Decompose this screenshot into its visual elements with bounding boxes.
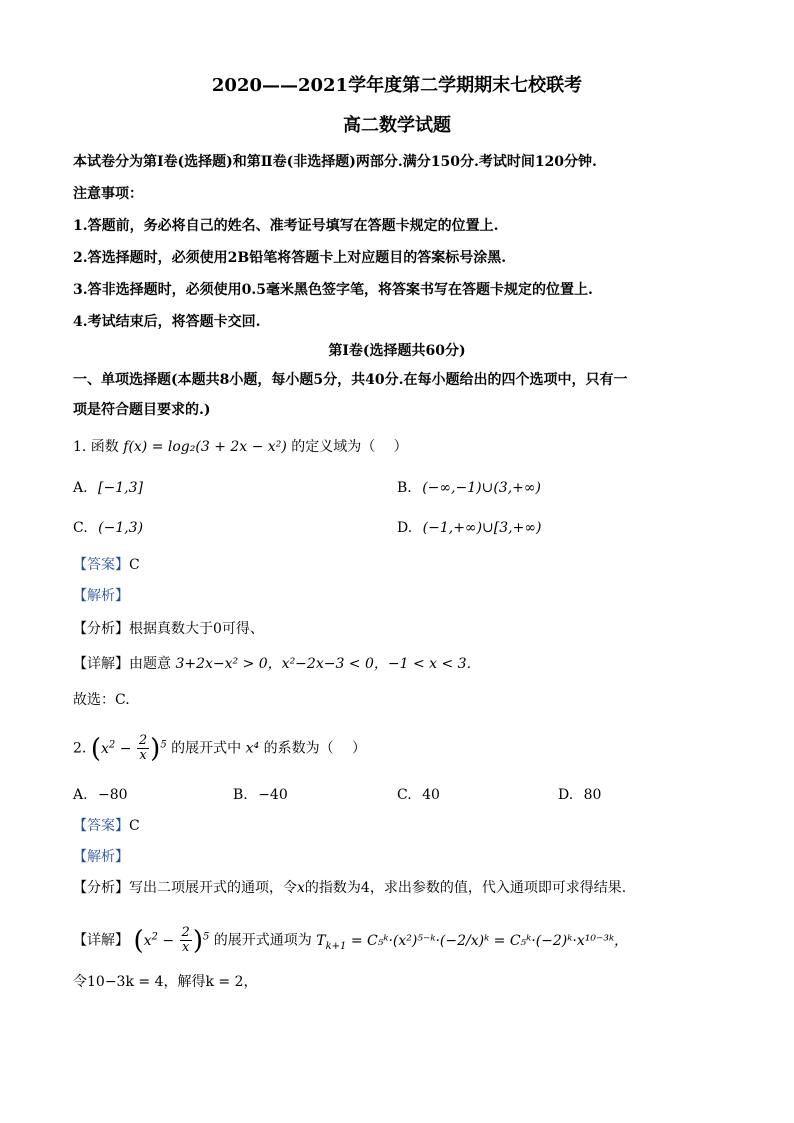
q1-option-b-label: B.: [397, 480, 412, 496]
q1-detail: [73, 654, 471, 674]
q1-answer-tag: 【答案】: [73, 557, 129, 573]
q2-frac-den: x: [139, 748, 147, 763]
section-title: 第Ⅰ卷(选择题共60分): [328, 343, 466, 359]
q1-detail-math: 3+2x−x² > 0，x²−2x−3 < 0，−1 < x < 3.: [175, 656, 472, 672]
q1-fenxi: [73, 619, 264, 639]
q1-fenxi-tag: 【分析】: [73, 621, 129, 637]
q2-detail: [73, 926, 628, 956]
q2-detail-frac-den: x: [182, 940, 190, 955]
q2-option-b-value: −40: [258, 787, 288, 803]
q1-prefix: 1. 函数: [73, 439, 119, 455]
q1-suffix: 的定义域为（ ）: [291, 439, 408, 455]
q2-detail-frac-num: 2: [181, 925, 190, 940]
section-heading-line2: 项是符合题目要求的.): [73, 402, 211, 418]
q1-analysis-tag: 【解析】: [73, 588, 129, 604]
q1-answer-value: C: [129, 557, 140, 573]
q2-option-a: [73, 785, 128, 805]
q2-formula-t: T: [316, 932, 326, 949]
section-heading-line1: 一、单项选择题(本题共8小题，每小题5分，共40分.在每小题给出的四个选项中，只有一: [73, 372, 628, 388]
q1-option-d-label: D.: [397, 520, 413, 536]
q2-fenxi-var: x: [297, 880, 305, 896]
q2-fenxi-b: 的指数为4，求出参数的值，代入通项即可求得结果.: [304, 880, 627, 896]
q1-option-c: [73, 518, 143, 538]
q2-expr-base: x: [100, 740, 109, 757]
q2-option-d: [558, 785, 601, 805]
q2-answer-value: C: [129, 818, 140, 834]
q1-function: f(x) = log₂(3 + 2x − x²): [123, 439, 287, 455]
q1-option-a-value: [−1,3]: [98, 480, 143, 496]
q1-option-c-label: C.: [73, 520, 88, 536]
q2-option-a-label: A.: [73, 787, 88, 803]
q1-conclusion: 故选：C.: [73, 692, 130, 708]
q2-option-c-value: 40: [422, 787, 440, 803]
q2-option-c: [397, 785, 440, 805]
document-subtitle: 高二数学试题: [343, 115, 451, 136]
q2-detail-fraction: [180, 926, 192, 955]
q2-detail-tag: 【详解】: [73, 932, 129, 949]
q1-fenxi-text: 根据真数大于0可得、: [129, 621, 264, 637]
note-2: 2.答选择题时，必须使用2B铅笔将答题卡上对应题目的答案标号涂黑.: [73, 250, 507, 266]
q2-fenxi: [73, 878, 626, 898]
q2-option-c-label: C.: [397, 787, 412, 803]
q2-detail-power: 5: [202, 930, 210, 942]
q2-fraction: [137, 734, 149, 763]
q2-formula-rest: = C₅ᵏ·(x²)⁵⁻ᵏ·(−2/x)ᵏ = C₅ᵏ·(−2)ᵏ·x¹⁰⁻³ᵏ，: [346, 932, 629, 949]
q2-option-d-label: D.: [558, 787, 574, 803]
q2-fenxi-a: 写出二项展开式的通项，令: [129, 880, 297, 896]
question-2: [73, 734, 366, 763]
question-1: [73, 437, 408, 457]
note-1: 1.答题前，务必将自己的姓名、准考证号填写在答题卡规定的位置上.: [73, 218, 499, 234]
q1-detail-tag: 【详解】: [73, 656, 129, 672]
q2-detail-mid: 的展开式通项为: [213, 932, 312, 949]
q2-option-b: [233, 785, 288, 805]
q1-option-c-value: (−1,3): [98, 520, 144, 536]
q1-option-d-value: (−1,+∞)∪[3,+∞): [422, 520, 542, 536]
q1-option-b: [397, 478, 541, 498]
q2-frac-num: 2: [138, 733, 148, 748]
document-title: 2020——2021学年度第二学期期末七校联考: [211, 75, 583, 96]
q2-formula-sub: k+1: [325, 940, 347, 952]
q1-option-a-label: A.: [73, 480, 88, 496]
q2-answer-tag: 【答案】: [73, 818, 129, 834]
q2-power: 5: [160, 738, 167, 750]
q2-answer: [73, 816, 140, 836]
note-3: 3.答非选择题时，必须使用0.5毫米黑色签字笔，将答案书写在答题卡规定的位置上.: [73, 282, 593, 298]
q2-detail-expr-base: x: [143, 932, 152, 949]
q1-option-d: [397, 518, 541, 538]
q2-detail-formula: [316, 932, 629, 952]
q1-answer: [73, 555, 140, 575]
q2-prefix: 2.: [73, 740, 87, 757]
q2-last-line: 令10−3k = 4，解得k = 2，: [73, 974, 258, 990]
q2-fenxi-tag: 【分析】: [73, 880, 129, 896]
q1-option-a: [73, 478, 143, 498]
q1-option-b-value: (−∞,−1)∪(3,+∞): [422, 480, 542, 496]
q2-suffix2: 的系数为（ ）: [263, 740, 367, 757]
q2-expression: ($x^2$ − $\frac{2}{x}$ )$^5$: [90, 733, 167, 764]
q2-option-b-label: B.: [233, 787, 248, 803]
q2-suffix: 的展开式中: [171, 740, 242, 757]
q2-analysis-tag: 【解析】: [73, 849, 129, 865]
q2-term: x⁴: [245, 740, 260, 757]
q2-option-d-value: 80: [583, 787, 602, 803]
q2-option-a-value: −80: [98, 787, 128, 803]
q1-detail-prefix: 由题意: [129, 656, 171, 672]
notice-title: 注意事项：: [73, 186, 143, 202]
q2-detail-expression: ($x^2$ − $\frac{2}{x}$ )$^5$: [133, 925, 210, 956]
note-4: 4.考试结束后，将答题卡交回.: [73, 314, 261, 330]
intro-line: 本试卷分为第Ⅰ卷(选择题)和第Ⅱ卷(非选择题)两部分.满分150分.考试时间120分钟.: [73, 154, 597, 170]
